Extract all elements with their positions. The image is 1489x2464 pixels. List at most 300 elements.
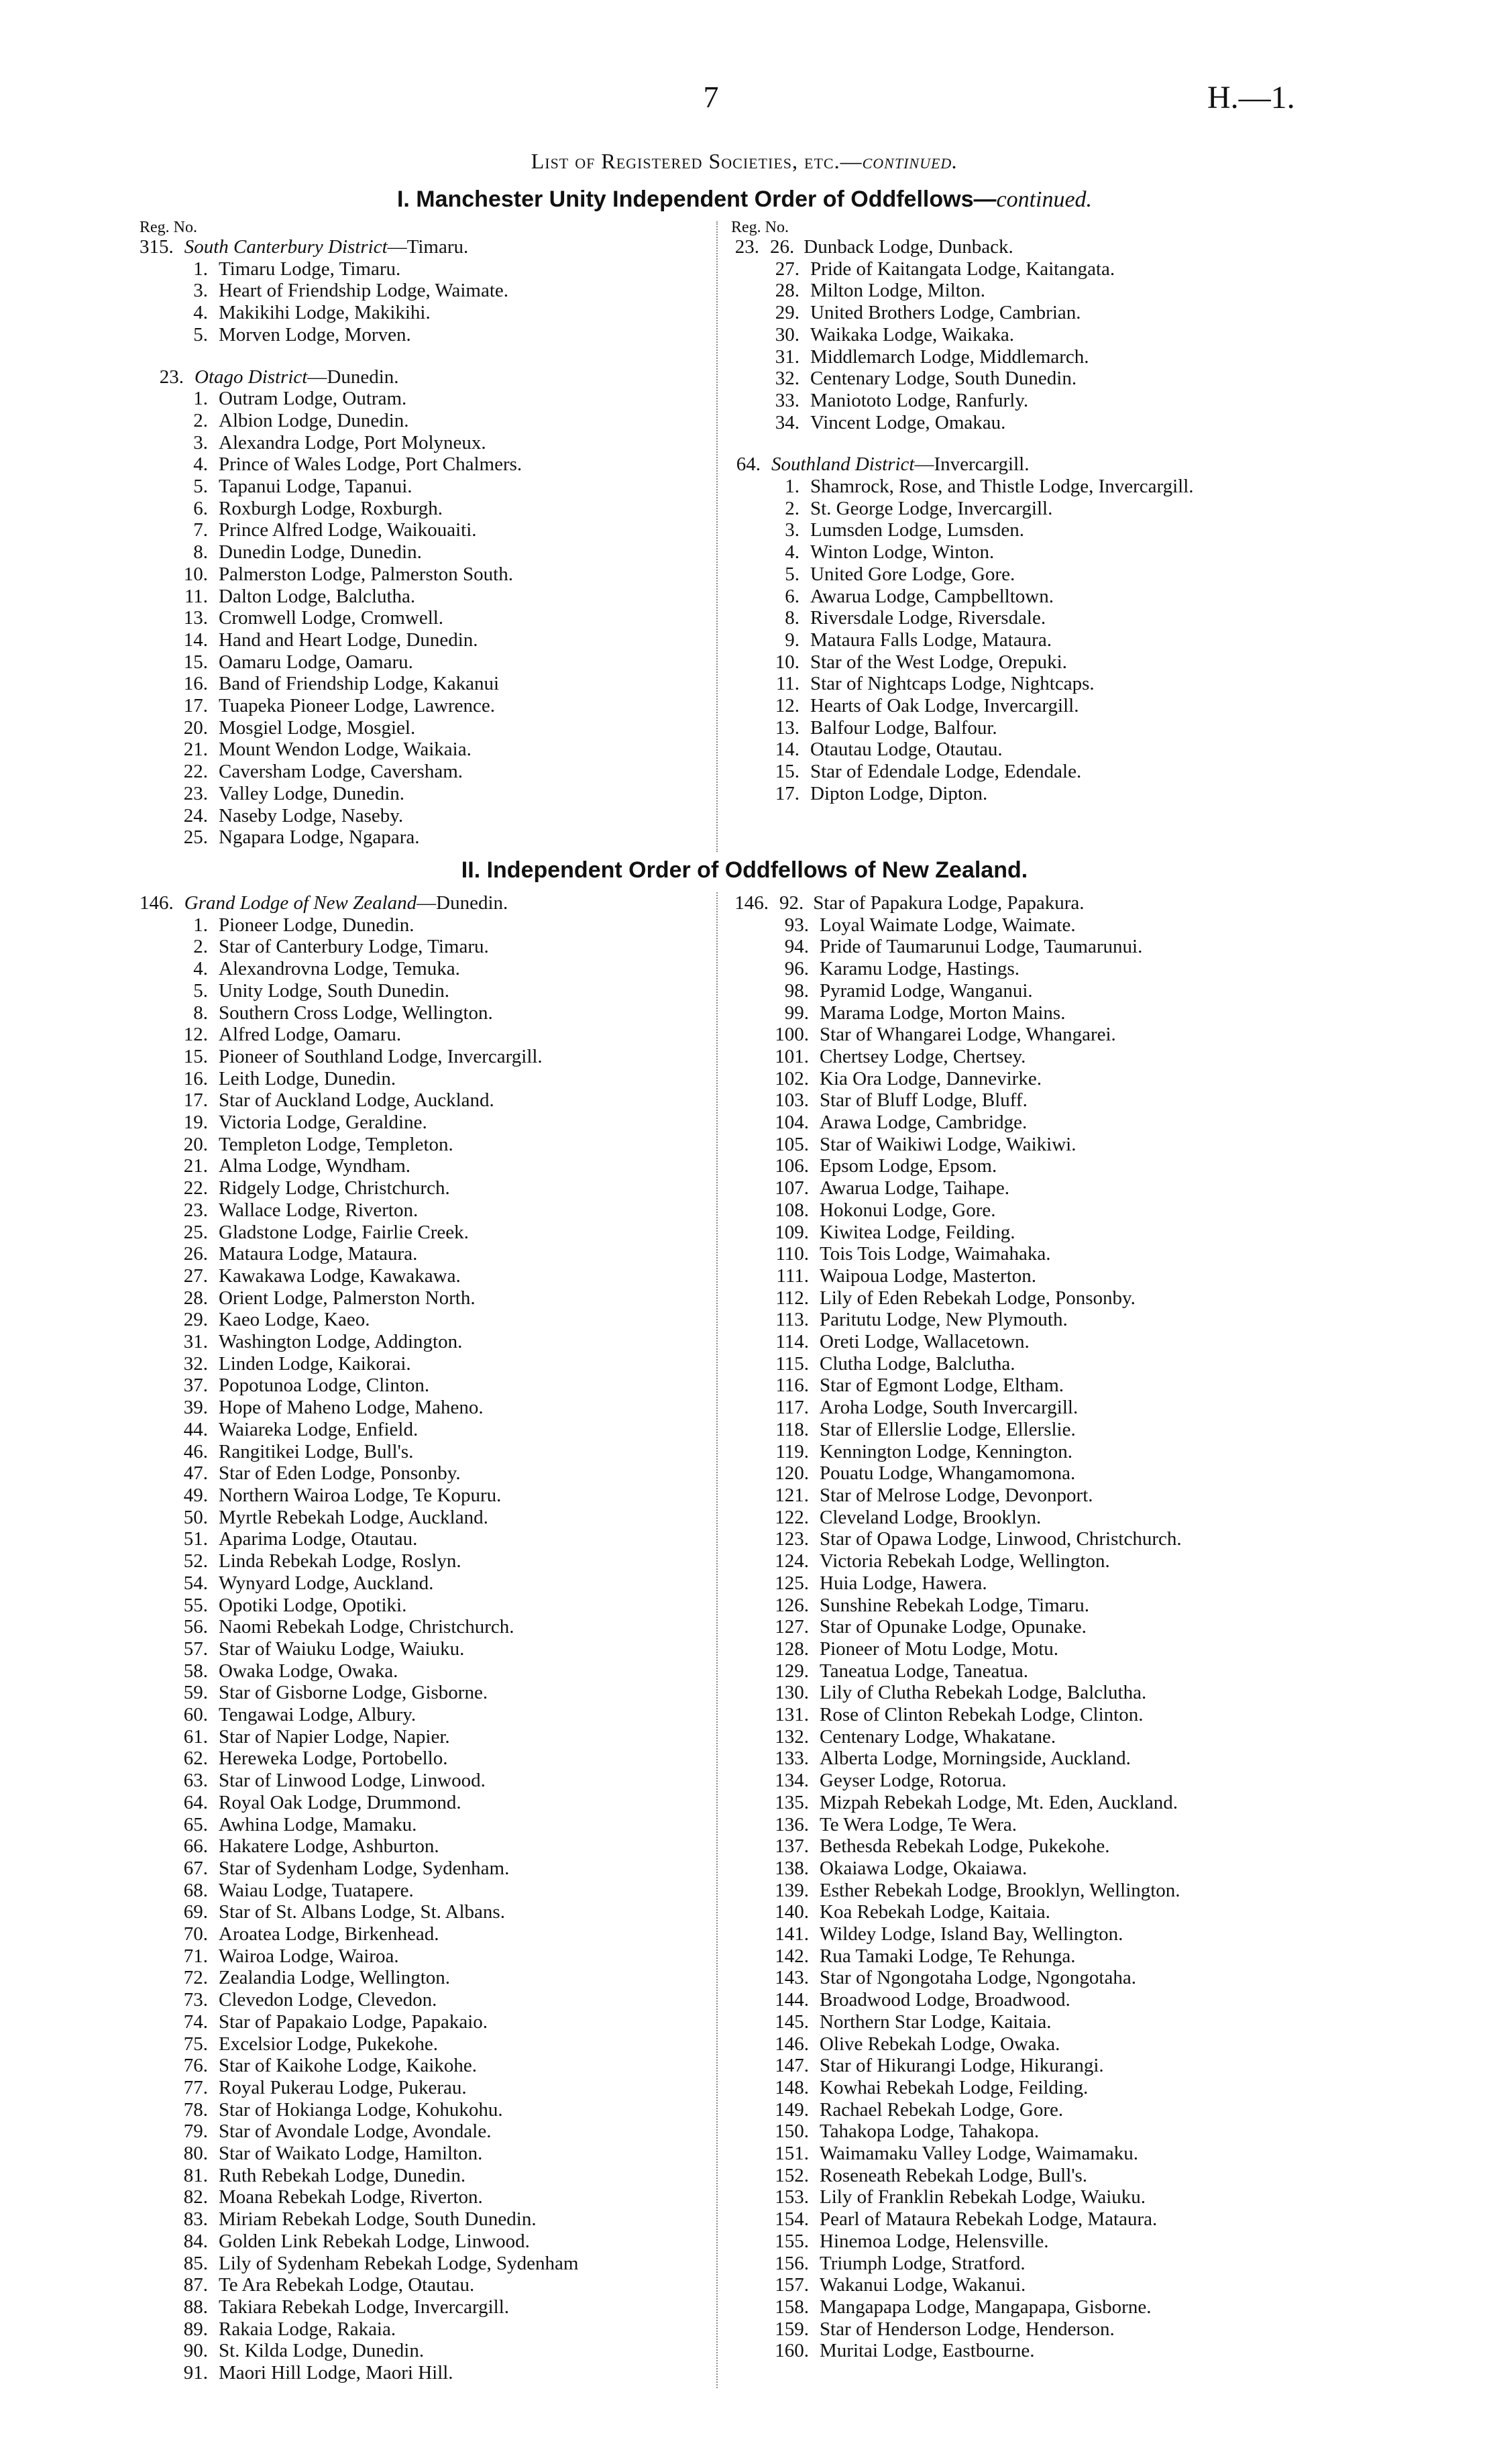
lodge-name: Waiareka Lodge, Enfield. <box>219 1418 419 1440</box>
lodge-name: Hereweka Lodge, Portobello. <box>219 1748 448 1770</box>
list-item <box>140 2099 703 2121</box>
lodge-name: Victoria Rebekah Lodge, Wellington. <box>820 1550 1110 1572</box>
item-number: 1. <box>193 388 208 410</box>
lodge-name: Hinemoa Lodge, Helensville. <box>820 2230 1049 2252</box>
item-number: 6. <box>193 497 208 519</box>
lodge-name: Naomi Rebekah Lodge, Christchurch. <box>219 1616 514 1638</box>
list-item <box>731 2055 1301 2077</box>
list-item <box>731 1068 1301 1090</box>
list-item <box>140 1112 703 1134</box>
list-item <box>731 2165 1301 2187</box>
lodge-name: Triumph Lodge, Stratford. <box>820 2252 1026 2274</box>
list-item <box>140 1002 703 1024</box>
list-item <box>140 453 703 476</box>
list-item <box>731 1287 1301 1309</box>
item-number: 4. <box>193 958 208 980</box>
list-item <box>731 498 1301 520</box>
reg-number: 23. <box>159 366 184 388</box>
lodge-name: Awarua Lodge, Taihape. <box>820 1177 1010 1199</box>
lodge-name: Gladstone Lodge, Fairlie Creek. <box>219 1221 469 1243</box>
list-item <box>731 1660 1301 1682</box>
lodge-name: Kowhai Rebekah Lodge, Feilding. <box>820 2076 1089 2098</box>
lodge-name: Rachael Rebekah Lodge, Gore. <box>820 2098 1064 2121</box>
lodge-name: Royal Pukerau Lodge, Pukerau. <box>219 2076 467 2098</box>
lodge-name: Star of Napier Lodge, Napier. <box>219 1725 450 1748</box>
list-item <box>140 1880 703 1902</box>
item-number: 27. <box>183 1265 208 1287</box>
item-number: 5. <box>193 979 208 1002</box>
item-number: 22. <box>183 1177 208 1199</box>
item-number: 12. <box>183 1024 208 1046</box>
lodge-name: Clutha Lodge, Balclutha. <box>820 1352 1015 1375</box>
lodge-name: Lily of Sydenham Rebekah Lodge, Sydenham <box>219 2252 579 2274</box>
list-item <box>140 651 703 674</box>
list-item <box>140 302 703 324</box>
item-number: 1. <box>193 914 208 936</box>
lodge-name: Lily of Eden Rebekah Lodge, Ponsonby. <box>820 1287 1136 1309</box>
district-place: —Dunedin. <box>307 366 399 388</box>
list-item <box>140 783 703 805</box>
page-number: 7 <box>703 80 719 114</box>
list-item <box>731 368 1301 390</box>
list-item <box>731 1945 1301 1968</box>
item-number: 50. <box>183 1506 208 1528</box>
item-number: 22. <box>183 761 208 783</box>
lodge-name: Star of Auckland Lodge, Auckland. <box>219 1089 494 1112</box>
lodge-name: St. George Lodge, Invercargill. <box>810 497 1053 519</box>
item-number: 28. <box>775 280 799 302</box>
item-number: 104. <box>775 1112 809 1134</box>
reg-number: 146. <box>734 892 769 914</box>
lodge-name: Star of Kaikohe Lodge, Kaikohe. <box>219 2055 477 2077</box>
item-number: 7. <box>193 519 208 541</box>
list-item <box>140 2362 703 2384</box>
list-item <box>140 1353 703 1375</box>
reg-number: 315. <box>140 236 174 258</box>
list-item <box>731 1177 1301 1199</box>
lodge-name: Dalton Lodge, Balclutha. <box>219 585 416 607</box>
lodge-name: Hokonui Lodge, Gore. <box>820 1199 996 1221</box>
lodge-name: Star of Egmont Lodge, Eltham. <box>820 1375 1064 1397</box>
list-item <box>140 1199 703 1222</box>
list-item <box>140 936 703 958</box>
item-number: 3. <box>193 431 208 453</box>
list-item <box>731 2099 1301 2121</box>
lodge-name: Shamrock, Rose, and Thistle Lodge, Invercargill. <box>810 476 1194 498</box>
item-number: 142. <box>775 1945 809 1967</box>
item-number: 55. <box>183 1594 208 1616</box>
item-number: 154. <box>775 2208 809 2231</box>
list-item <box>140 1989 703 2011</box>
item-number: 124. <box>775 1550 809 1572</box>
list-item <box>731 564 1301 586</box>
list-item <box>731 1002 1301 1024</box>
item-number: 149. <box>775 2098 809 2121</box>
lodge-name: Star of Edendale Lodge, Edendale. <box>810 761 1082 783</box>
list-item <box>731 2011 1301 2033</box>
lodge-name: Excelsior Lodge, Pukekohe. <box>219 2033 438 2055</box>
item-number: 69. <box>183 1901 208 1923</box>
item-number: 106. <box>775 1155 809 1177</box>
lodge-name: Band of Friendship Lodge, Kakanui <box>219 673 500 695</box>
list-item <box>731 1462 1301 1485</box>
list-item <box>140 673 703 695</box>
list-item <box>731 2143 1301 2165</box>
column-divider <box>716 892 718 2388</box>
lodge-name: Waikaka Lodge, Waikaka. <box>810 323 1015 345</box>
lodge-name: Maori Hill Lodge, Maori Hill. <box>219 2362 453 2384</box>
item-number: 152. <box>775 2164 809 2186</box>
item-number: 126. <box>775 1594 809 1616</box>
lodge-name: Star of Sydenham Lodge, Sydenham. <box>219 1857 510 1879</box>
lodge-name: Northern Wairoa Lodge, Te Kopuru. <box>219 1484 502 1506</box>
lodge-name: Linden Lodge, Kaikorai. <box>219 1352 411 1375</box>
section-2-heading: II. Independent Order of Oddfellows of New Zealand. <box>461 857 1028 883</box>
list-item <box>731 1528 1301 1550</box>
list-item <box>731 1835 1301 1858</box>
list-item <box>731 2033 1301 2055</box>
lodge-name: United Gore Lodge, Gore. <box>810 563 1015 585</box>
lodge-name: Tois Tois Lodge, Waimahaka. <box>820 1243 1051 1265</box>
item-number: 11. <box>775 673 799 695</box>
lodge-name: Hearts of Oak Lodge, Invercargill. <box>810 695 1079 717</box>
item-number: 92. <box>779 892 804 914</box>
lodge-name: Owaka Lodge, Owaka. <box>219 1660 398 1682</box>
list-item <box>140 1835 703 1858</box>
list-item <box>140 1572 703 1595</box>
lodge-name: Kaeo Lodge, Kaeo. <box>219 1309 370 1331</box>
list-item <box>731 2318 1301 2341</box>
lodge-name: Roxburgh Lodge, Roxburgh. <box>219 497 443 519</box>
list-item <box>140 541 703 564</box>
lodge-name: Washington Lodge, Addington. <box>219 1331 463 1353</box>
lodge-name: Star of Nightcaps Lodge, Nightcaps. <box>810 673 1095 695</box>
section-1-right-column <box>731 236 1301 805</box>
item-number: 140. <box>775 1901 809 1923</box>
item-number: 151. <box>775 2143 809 2165</box>
list-item <box>140 1155 703 1177</box>
lodge-name: Sunshine Rebekah Lodge, Timaru. <box>820 1594 1089 1616</box>
list-item <box>140 2055 703 2077</box>
item-number: 23. <box>183 1199 208 1221</box>
list-item <box>140 1222 703 1244</box>
item-number: 32. <box>183 1352 208 1375</box>
lodge-name: Te Wera Lodge, Te Wera. <box>820 1813 1017 1835</box>
list-item <box>140 1089 703 1112</box>
list-item <box>731 2186 1301 2208</box>
lodge-name: Myrtle Rebekah Lodge, Auckland. <box>219 1506 488 1528</box>
list-item <box>140 324 703 346</box>
list-item <box>140 761 703 783</box>
lodge-name: Mount Wendon Lodge, Waikaia. <box>219 739 472 761</box>
list-item <box>731 1112 1301 1134</box>
item-number: 145. <box>775 2011 809 2033</box>
section-2-left-column <box>140 892 703 2384</box>
item-number: 67. <box>183 1857 208 1879</box>
list-item <box>140 2208 703 2231</box>
lodge-name: Olive Rebekah Lodge, Owaka. <box>820 2033 1060 2055</box>
list-item <box>731 1704 1301 1726</box>
lodge-name: Caversham Lodge, Caversham. <box>219 761 463 783</box>
lodge-name: Palmerston Lodge, Palmerston South. <box>219 563 513 585</box>
list-item <box>140 432 703 454</box>
item-number: 51. <box>183 1528 208 1550</box>
lodge-name: Golden Link Rebekah Lodge, Linwood. <box>219 2230 530 2252</box>
item-number: 79. <box>183 2121 208 2143</box>
list-item <box>731 1814 1301 1836</box>
lodge-name: Pride of Taumarunui Lodge, Taumarunui. <box>820 936 1143 958</box>
lodge-name: Otautau Lodge, Otautau. <box>810 739 1003 761</box>
item-number: 5. <box>193 476 208 498</box>
item-number: 26. <box>183 1243 208 1265</box>
lodge-name: Dunback Lodge, Dunback. <box>804 236 1013 258</box>
section-2-right-column <box>731 892 1301 2362</box>
item-number: 60. <box>183 1704 208 1726</box>
item-number: 13. <box>775 716 799 739</box>
lodge-name: Star of Waikato Lodge, Hamilton. <box>219 2143 483 2165</box>
lodge-name: Wynyard Lodge, Auckland. <box>219 1572 434 1594</box>
list-item <box>731 2296 1301 2318</box>
lodge-name: Star of Bluff Lodge, Bluff. <box>820 1089 1028 1112</box>
list-item <box>731 936 1301 958</box>
list-item <box>731 1397 1301 1419</box>
lodge-name: Kiwitea Lodge, Feilding. <box>820 1221 1015 1243</box>
list-item <box>731 1616 1301 1638</box>
lodge-name: Tapanui Lodge, Tapanui. <box>219 476 412 498</box>
lodge-name: Star of Ngongotaha Lodge, Ngongotaha. <box>820 1967 1136 1989</box>
lodge-name: Alexandrovna Lodge, Temuka. <box>219 958 460 980</box>
item-number: 37. <box>183 1375 208 1397</box>
list-item <box>731 2208 1301 2231</box>
item-number: 21. <box>183 1155 208 1177</box>
lodge-name: Tahakopa Lodge, Tahakopa. <box>820 2121 1040 2143</box>
lodge-name: Makikihi Lodge, Makikihi. <box>219 302 431 324</box>
list-item <box>140 1748 703 1770</box>
lodge-name: Oreti Lodge, Wallacetown. <box>820 1331 1030 1353</box>
list-item <box>140 629 703 651</box>
item-number: 132. <box>775 1725 809 1748</box>
list-item <box>140 2318 703 2341</box>
section-1-heading: I. Manchester Unity Independent Order of Oddfellows—continued. <box>396 186 1093 212</box>
item-number: 96. <box>784 958 809 980</box>
list-item <box>140 1595 703 1617</box>
list-item <box>140 1682 703 1704</box>
lodge-name: Alma Lodge, Wyndham. <box>219 1155 411 1177</box>
lodge-name: Heart of Friendship Lodge, Waimate. <box>219 280 509 302</box>
list-item <box>140 2274 703 2296</box>
item-number: 89. <box>183 2318 208 2340</box>
item-number: 121. <box>775 1484 809 1506</box>
item-number: 115. <box>775 1352 809 1375</box>
district-heading <box>731 453 1301 476</box>
item-number: 11. <box>184 585 208 607</box>
item-number: 49. <box>183 1484 208 1506</box>
item-number: 5. <box>193 323 208 345</box>
item-number: 17. <box>183 695 208 717</box>
item-number: 10. <box>775 651 799 673</box>
list-item <box>140 498 703 520</box>
list-item <box>140 564 703 586</box>
lodge-name: Awarua Lodge, Campbelltown. <box>810 585 1054 607</box>
reg-no-label-left: Reg. No. <box>140 219 197 236</box>
document-reference: H.—1. <box>1207 80 1295 115</box>
list-item <box>140 1485 703 1507</box>
list-item <box>140 1638 703 1660</box>
lodge-name: Star of Melrose Lodge, Devonport. <box>820 1484 1093 1506</box>
item-number: 14. <box>183 629 208 651</box>
lodge-name: Arawa Lodge, Cambridge. <box>820 1112 1028 1134</box>
list-item <box>731 1770 1301 1792</box>
list-item <box>731 1595 1301 1617</box>
list-item <box>140 388 703 410</box>
list-item <box>731 1748 1301 1770</box>
lodge-name: Taneatua Lodge, Taneatua. <box>820 1660 1029 1682</box>
list-item <box>731 1682 1301 1704</box>
item-number: 31. <box>775 345 799 368</box>
lodge-name: Victoria Lodge, Geraldine. <box>219 1112 427 1134</box>
lodge-name: Wairoa Lodge, Wairoa. <box>219 1945 399 1967</box>
lodge-name: Dunedin Lodge, Dunedin. <box>219 541 422 564</box>
list-item <box>140 2186 703 2208</box>
lodge-name: Balfour Lodge, Balfour. <box>810 716 997 739</box>
section-1-left-column <box>140 236 703 849</box>
list-item <box>140 586 703 608</box>
list-item <box>731 1880 1301 1902</box>
lodge-name: Pouatu Lodge, Whangamomona. <box>820 1462 1076 1485</box>
item-number: 21. <box>183 739 208 761</box>
lodge-name: Middlemarch Lodge, Middlemarch. <box>810 345 1089 368</box>
lodge-name: Star of the West Lodge, Orepuki. <box>810 651 1067 673</box>
list-item <box>140 2033 703 2055</box>
list-item <box>140 1814 703 1836</box>
list-item <box>731 783 1301 805</box>
list-item <box>140 695 703 717</box>
list-item <box>731 258 1301 280</box>
item-number: 64. <box>183 1791 208 1813</box>
list-item <box>731 1375 1301 1397</box>
list-item <box>731 236 1301 258</box>
lodge-name: Maniototo Lodge, Ranfurly. <box>810 389 1029 411</box>
item-number: 141. <box>775 1923 809 1945</box>
district-heading <box>140 892 703 914</box>
list-item <box>731 1923 1301 1945</box>
item-number: 147. <box>775 2055 809 2077</box>
lodge-name: Hakatere Lodge, Ashburton. <box>219 1835 439 1858</box>
list-item <box>731 302 1301 324</box>
item-number: 111. <box>776 1265 809 1287</box>
list-item <box>140 2165 703 2187</box>
item-number: 25. <box>183 826 208 849</box>
item-number: 94. <box>784 936 809 958</box>
item-number: 8. <box>193 1002 208 1024</box>
lodge-name: Prince Alfred Lodge, Waikouaiti. <box>219 519 477 541</box>
list-item <box>731 2231 1301 2253</box>
lodge-name: Mataura Lodge, Mataura. <box>219 1243 418 1265</box>
list-item <box>731 412 1301 434</box>
list-item <box>731 541 1301 564</box>
lodge-name: Tuapeka Pioneer Lodge, Lawrence. <box>219 695 496 717</box>
list-item <box>731 1243 1301 1265</box>
lodge-name: Koa Rebekah Lodge, Kaitaia. <box>820 1901 1050 1923</box>
list-item <box>140 1265 703 1287</box>
list-item <box>731 1485 1301 1507</box>
item-number: 120. <box>775 1462 809 1485</box>
lodge-name: Popotunoa Lodge, Clinton. <box>219 1375 430 1397</box>
item-number: 57. <box>183 1638 208 1660</box>
lodge-name: Geyser Lodge, Rotorua. <box>820 1770 1007 1792</box>
lodge-name: Star of Waiuku Lodge, Waiuku. <box>219 1638 465 1660</box>
lodge-name: Waimamaku Valley Lodge, Waimamaku. <box>820 2143 1139 2165</box>
lodge-name: Miriam Rebekah Lodge, South Dunedin. <box>219 2208 537 2231</box>
reg-number: 146. <box>140 892 174 914</box>
list-item <box>731 629 1301 651</box>
list-item <box>140 1616 703 1638</box>
list-item <box>140 1177 703 1199</box>
item-number: 3. <box>785 519 799 541</box>
list-item <box>140 607 703 629</box>
item-number: 29. <box>775 302 799 324</box>
lodge-name: Star of Hikurangi Lodge, Hikurangi. <box>820 2055 1104 2077</box>
lodge-name: Unity Lodge, South Dunedin. <box>219 979 449 1002</box>
district-place: —Dunedin. <box>417 892 508 914</box>
list-item <box>140 1923 703 1945</box>
item-number: 116. <box>775 1375 809 1397</box>
lodge-name: Ruth Rebekah Lodge, Dunedin. <box>219 2164 466 2186</box>
item-number: 5. <box>785 563 799 585</box>
item-number: 12. <box>775 695 799 717</box>
lodge-name: Roseneath Rebekah Lodge, Bull's. <box>820 2164 1088 2186</box>
item-number: 74. <box>183 2011 208 2033</box>
item-number: 1. <box>785 476 799 498</box>
lodge-name: Alfred Lodge, Oamaru. <box>219 1024 402 1046</box>
lodge-name: Milton Lodge, Milton. <box>810 280 985 302</box>
list-item <box>140 1945 703 1968</box>
lodge-name: Aparima Lodge, Otautau. <box>219 1528 418 1550</box>
lodge-name: Takiara Rebekah Lodge, Invercargill. <box>219 2296 510 2318</box>
item-number: 98. <box>784 979 809 1002</box>
lodge-name: Kennington Lodge, Kennington. <box>820 1440 1072 1462</box>
lodge-name: Ngapara Lodge, Ngapara. <box>219 826 420 849</box>
item-number: 23. <box>183 782 208 804</box>
item-number: 160. <box>775 2340 809 2362</box>
list-item <box>140 1704 703 1726</box>
item-number: 54. <box>183 1572 208 1594</box>
list-item <box>731 651 1301 674</box>
item-number: 16. <box>183 1067 208 1089</box>
list-item <box>731 1046 1301 1068</box>
lodge-name: Prince of Wales Lodge, Port Chalmers. <box>219 453 522 476</box>
lodge-name: Star of Hokianga Lodge, Kohukohu. <box>219 2098 503 2121</box>
lodge-name: Winton Lodge, Winton. <box>810 541 995 564</box>
item-number: 110. <box>775 1243 809 1265</box>
item-number: 24. <box>183 804 208 826</box>
lodge-name: Outram Lodge, Outram. <box>219 388 407 410</box>
list-item <box>731 673 1301 695</box>
lodge-name: Tengawai Lodge, Albury. <box>219 1704 417 1726</box>
lodge-name: Clevedon Lodge, Clevedon. <box>219 1989 437 2011</box>
district-place: —Invercargill. <box>914 453 1030 476</box>
item-number: 8. <box>785 607 799 629</box>
lodge-name: Epsom Lodge, Epsom. <box>820 1155 997 1177</box>
lodge-name: Marama Lodge, Morton Mains. <box>820 1002 1066 1024</box>
item-number: 71. <box>183 1945 208 1967</box>
lodge-name: Waiau Lodge, Tuatapere. <box>219 1879 414 1901</box>
lodge-name: Rua Tamaki Lodge, Te Rehunga. <box>820 1945 1076 1967</box>
item-number: 15. <box>183 1045 208 1067</box>
item-number: 137. <box>775 1835 809 1858</box>
list-item <box>731 324 1301 346</box>
item-number: 28. <box>183 1287 208 1309</box>
